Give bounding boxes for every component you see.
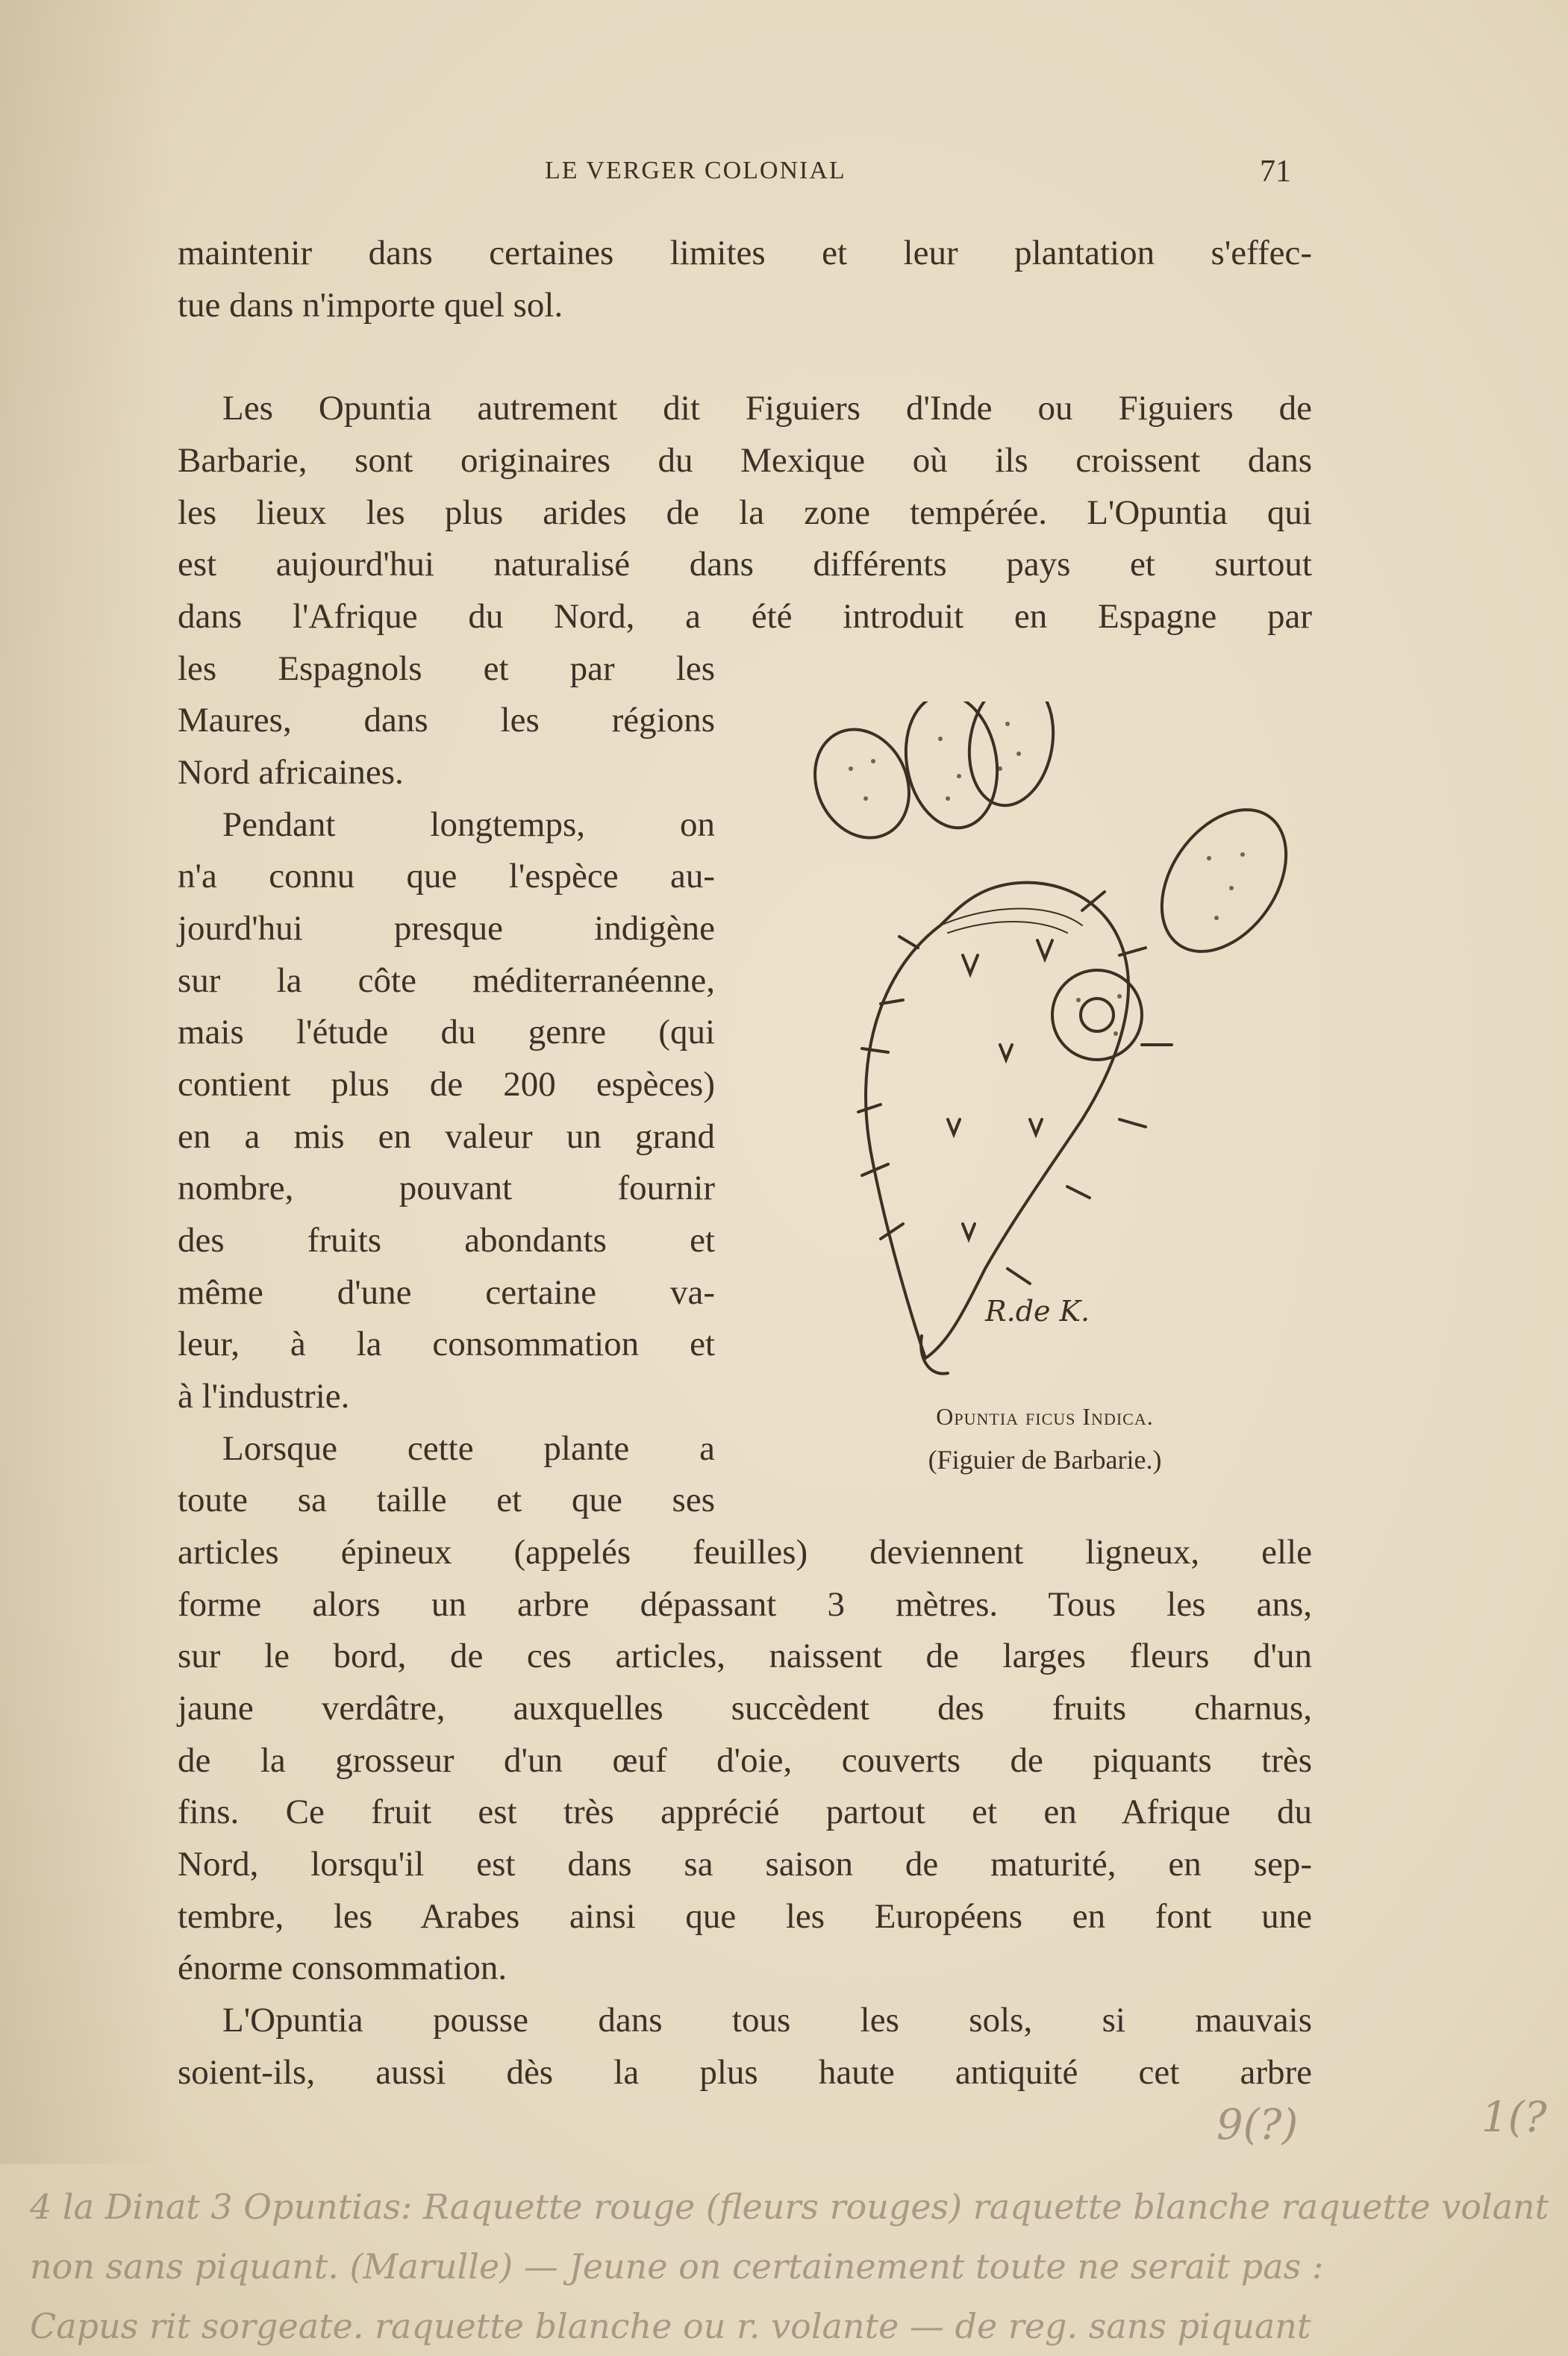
text-line: à l'industrie. (178, 1377, 350, 1416)
text-line: Pendant longtemps, on (222, 805, 715, 844)
figure-caption-subtitle: (Figuier de Barbarie.) (928, 1445, 1162, 1475)
handwritten-note-line3: Capus rit sorgeate. raquette blanche ou r. volante — de reg. sans piquant (30, 2306, 1311, 2346)
page-header (545, 154, 1291, 201)
text-line: est aujourd'hui naturalisé dans différents pays et surtout (178, 545, 1312, 584)
text-line: en a mis en valeur un grand (178, 1117, 715, 1156)
handwritten-number-left: 9(?) (1216, 2101, 1299, 2149)
page-number: 71 (1260, 154, 1291, 189)
text-line: sur la côte méditerranéenne, (178, 961, 715, 1000)
text-line: tembre, les Arabes ainsi que les Européens en font une (178, 1897, 1312, 1936)
text-line: Maures, dans les régions (178, 701, 715, 740)
text-line: jourd'hui presque indigène (178, 909, 715, 948)
text-line: fins. Ce fruit est très apprécié partout et en Afrique du (178, 1793, 1312, 1831)
text-line: Nord africaines. (178, 753, 404, 792)
text-line: les lieux les plus arides de la zone tempérée. L'Opuntia qui (178, 493, 1312, 532)
text-line: sur le bord, de ces articles, naissent de larges fleurs d'un (178, 1637, 1312, 1675)
top-pad (896, 702, 1007, 835)
figure-caption-title: Opuntia ficus Indica. (936, 1403, 1154, 1430)
text-line: énorme consommation. (178, 1949, 507, 1987)
text-line: Lorsque cette plante a (222, 1429, 715, 1468)
running-title: LE VERGER COLONIAL (545, 157, 846, 184)
text-line: mais l'étude du genre (qui (178, 1013, 715, 1052)
text-line: articles épineux (appelés feuilles) deviennent ligneux, elle (178, 1533, 1312, 1572)
text-line: forme alors un arbre dépassant 3 mètres. Tous les ans, (178, 1585, 1312, 1624)
text-line: de la grosseur d'un œuf d'oie, couverts de piquants très (178, 1741, 1312, 1780)
text-line: les Espagnols et par les (178, 649, 715, 688)
text-line: même d'une certaine va- (178, 1273, 715, 1312)
handwritten-note-line2: non sans piquant. (Marulle) — Jeune on certainement toute ne serait pas : (30, 2246, 1324, 2287)
text-line: Barbarie, sont originaires du Mexique où ils croissent dans (178, 441, 1312, 480)
right-pad (1136, 787, 1291, 975)
text-line: soient-ils, aussi dès la plus haute antiquité cet arbre (178, 2053, 1312, 2092)
text-line: nombre, pouvant fournir (178, 1169, 715, 1207)
text-line: Les Opuntia autrement dit Figuiers d'Inde ou Figuiers de (222, 389, 1312, 428)
text-line: n'a connu que l'espèce au- (178, 857, 715, 896)
text-line: L'Opuntia pousse dans tous les sols, si mauvais (222, 2001, 1312, 2040)
opuntia-illustration (769, 702, 1291, 1388)
margin-stain (0, 0, 172, 2164)
text-line: dans l'Afrique du Nord, a été introduit en Espagne par (178, 597, 1312, 636)
text-line: Nord, lorsqu'il est dans sa saison de maturité, en sep- (178, 1845, 1312, 1884)
text-line: leur, à la consommation et (178, 1325, 715, 1363)
text-line: toute sa taille et que ses (178, 1481, 715, 1519)
text-line: tue dans n'importe quel sol. (178, 286, 563, 325)
text-line: des fruits abondants et (178, 1221, 715, 1260)
text-line: maintenir dans certaines limites et leur plantation s'effec- (178, 234, 1312, 272)
text-line: jaune verdâtre, auxquelles succèdent des fruits charnus, (178, 1689, 1312, 1728)
fruit (1052, 970, 1142, 1060)
handwritten-number-right: 1(? (1481, 2093, 1547, 2142)
text-line: contient plus de 200 espèces) (178, 1065, 715, 1104)
handwritten-note-line1: 4 la Dinat 3 Opuntias: Raquette rouge (fleurs rouges) raquette blanche raquette volant (30, 2187, 1549, 2227)
main-pad (866, 883, 1128, 1358)
center-pad (960, 702, 1063, 812)
cactus-drawing (769, 702, 1291, 1388)
illustrator-signature: R.de K. (985, 1295, 1090, 1328)
